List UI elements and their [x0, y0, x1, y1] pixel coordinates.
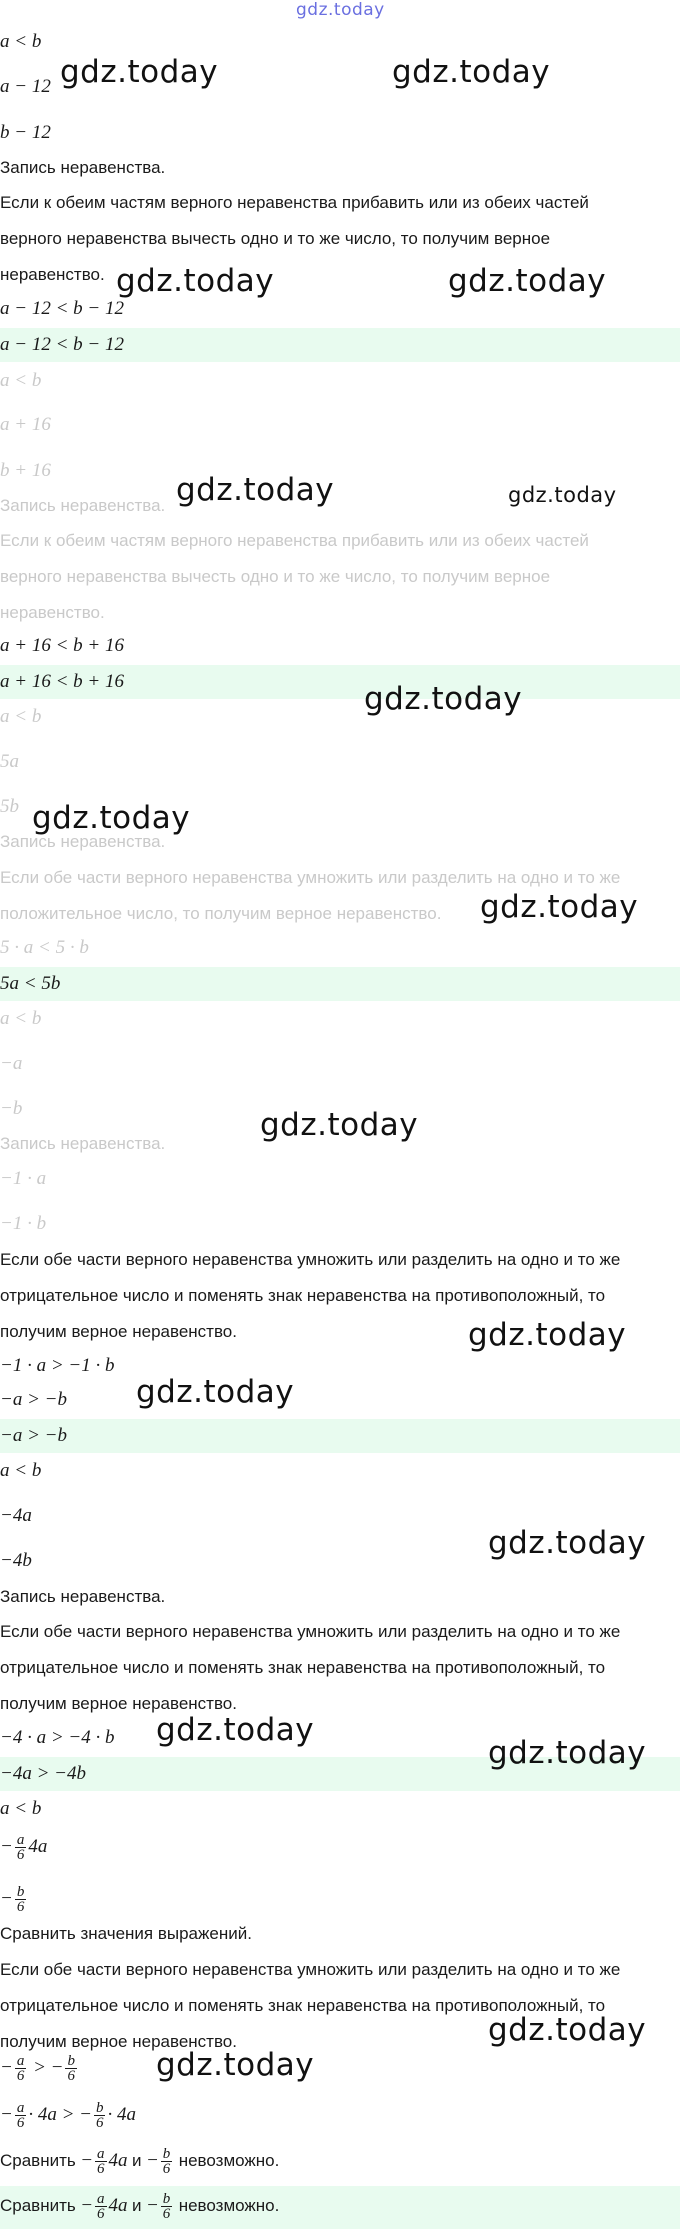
step-note: Запись неравенства.: [0, 1134, 166, 1153]
expression-b: b + 16: [0, 460, 51, 481]
given-inequality: a < b: [0, 706, 42, 727]
watermark: gdz.today: [156, 2047, 315, 2083]
result-simplified: −a > −b: [0, 1389, 67, 1410]
given-inequality: a < b: [0, 1008, 42, 1029]
compare-multiplied: − $\frac{a}{6}$ · 4a > − $\frac{b}{6}$ · 4a: [0, 2100, 136, 2131]
compare-fractions: − $\frac{a}{6}$ > − $\frac{b}{6}$: [0, 2053, 75, 2084]
answer-text: a + 16 < b + 16: [0, 671, 124, 692]
expression-b: −b: [0, 1098, 23, 1119]
watermark: gdz.today: [488, 1525, 647, 1561]
step-note: Запись неравенства.: [0, 496, 166, 515]
watermark: gdz.today: [468, 1317, 627, 1353]
answer-row: [0, 665, 680, 699]
watermark: gdz.today: [176, 472, 335, 508]
watermark: gdz.today: [480, 889, 639, 925]
answer-text: Сравнить − $\frac{a}{6}$ 4a и − $\frac{b}{6}$ невозможно.: [0, 2191, 280, 2222]
rule-line-2: отрицательное число и поменять знак неравенства на противоположный, то: [0, 1996, 606, 2015]
result-inequality: a + 16 < b + 16: [0, 635, 124, 656]
rule-line-1: Если обе части верного неравенства умножить или разделить на одно и то же: [0, 1622, 621, 1641]
expression-b-frac: − $\frac{b}{6}$: [0, 1885, 25, 1913]
answer-text: −a > −b: [0, 1425, 67, 1446]
answer-row: [0, 328, 680, 362]
step-note: Запись неравенства.: [0, 832, 166, 851]
answer-row: [0, 2186, 680, 2229]
expression-b: −4b: [0, 1550, 32, 1571]
rule-line-3: неравенство.: [0, 603, 105, 622]
watermark: gdz.today: [136, 1374, 295, 1410]
watermark: gdz.today: [260, 1107, 419, 1143]
expression-a: a + 16: [0, 414, 51, 435]
watermark: gdz.today: [488, 1735, 647, 1771]
answer-row: [0, 1419, 680, 1453]
answer-row: [0, 967, 680, 1001]
expression-a: a − 12: [0, 76, 51, 97]
watermark: gdz.today: [32, 800, 191, 836]
watermark: gdz.today: [156, 1712, 315, 1748]
rule-line-1: Если обе части верного неравенства умножить или разделить на одно и то же: [0, 1960, 621, 1979]
expression-a-frac: − $\frac{a}{6}$ 4a: [0, 1832, 48, 1863]
watermark: gdz.today: [364, 681, 523, 717]
answer-text: −4a > −4b: [0, 1763, 86, 1784]
rule-line-3: получим верное неравенство.: [0, 1322, 237, 1341]
step-note: Запись неравенства.: [0, 158, 166, 177]
given-inequality: a < b: [0, 370, 42, 391]
rule-line-2: верного неравенства вычесть одно и то же число, то получим верное: [0, 229, 551, 248]
answer-text: a − 12 < b − 12: [0, 334, 124, 355]
given-inequality: a < b: [0, 1460, 42, 1481]
given-inequality: a < b: [0, 1798, 42, 1819]
rule-line-3: получим верное неравенство.: [0, 1694, 237, 1713]
rule-line-2: положительное число, то получим верное неравенство.: [0, 904, 442, 923]
rule-line-1: Если к обеим частям верного неравенства прибавить или из обеих частей: [0, 193, 589, 212]
fraction-a-over-6: $\frac{a}{6}$: [16, 1832, 25, 1863]
watermark: gdz.today: [60, 54, 219, 90]
given-inequality: a < b: [0, 31, 42, 52]
result-inequality: −4 · a > −4 · b: [0, 1727, 115, 1748]
expression-b: 5b: [0, 796, 19, 817]
watermark: gdz.today: [116, 263, 275, 299]
expression-a: −4a: [0, 1505, 32, 1526]
result-inequality: 5 · a < 5 · b: [0, 937, 89, 958]
rule-line-2: верного неравенства вычесть одно и то же число, то получим верное: [0, 567, 551, 586]
fraction-b-over-6: $\frac{b}{6}$: [16, 1885, 25, 1913]
watermark: gdz.today: [508, 483, 617, 507]
watermark: gdz.today: [448, 263, 607, 299]
expression-b: b − 12: [0, 122, 51, 143]
watermark: gdz.today: [488, 2012, 647, 2048]
step-note: Сравнить значения выражений.: [0, 1924, 252, 1943]
rule-line-1: Если к обеим частям верного неравенства прибавить или из обеих частей: [0, 531, 589, 550]
expression-a: −a: [0, 1053, 23, 1074]
rule-line-1: Если обе части верного неравенства умножить или разделить на одно и то же: [0, 1250, 621, 1269]
result-inequality: −1 · a > −1 · b: [0, 1355, 115, 1376]
watermark: gdz.today: [392, 54, 551, 90]
rule-line-2: отрицательное число и поменять знак неравенства на противоположный, то: [0, 1286, 606, 1305]
expression-a: 5a: [0, 751, 19, 772]
rule-line-2: отрицательное число и поменять знак неравенства на противоположный, то: [0, 1658, 606, 1677]
answer-text: 5a < 5b: [0, 973, 61, 994]
result-inequality: a − 12 < b − 12: [0, 298, 124, 319]
rule-line-3: неравенство.: [0, 265, 105, 284]
rule-line-1: Если обе части верного неравенства умножить или разделить на одно и то же: [0, 868, 621, 887]
conclusion-line: Сравнить − $\frac{a}{6}$ 4a и − $\frac{b}{6}$ невозможно.: [0, 2146, 280, 2177]
top-watermark: gdz.today: [296, 0, 385, 20]
expression-a-times: −1 · a: [0, 1168, 47, 1189]
expression-b-times: −1 · b: [0, 1213, 47, 1234]
rule-line-3: получим верное неравенство.: [0, 2032, 237, 2051]
step-note: Запись неравенства.: [0, 1587, 166, 1606]
